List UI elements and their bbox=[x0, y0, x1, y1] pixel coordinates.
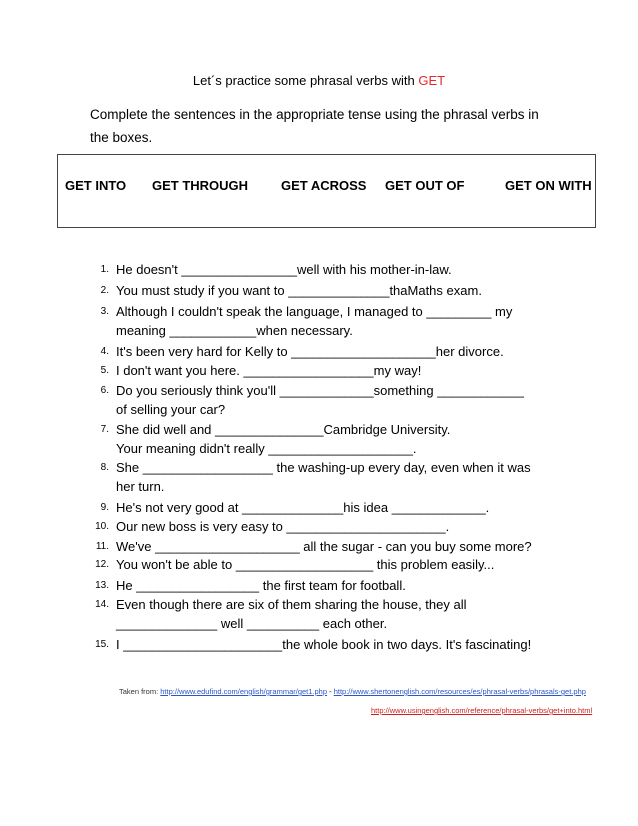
exercise-text: You won't be able to ___________________ this problem easily... bbox=[116, 557, 495, 572]
exercise-text: You must study if you want to ______________thaMaths exam. bbox=[116, 283, 482, 298]
exercise-number: 10. bbox=[95, 521, 109, 532]
exercise-number: 1. bbox=[100, 264, 109, 275]
exercise-number: 13. bbox=[95, 580, 109, 591]
exercise-number: 4. bbox=[100, 346, 109, 357]
title-prefix: Let´s practice some phrasal verbs with bbox=[192, 73, 419, 88]
exercise-number: 6. bbox=[100, 385, 109, 396]
exercise-text-continued: her turn. bbox=[116, 479, 165, 494]
exercise-number: 8. bbox=[100, 462, 109, 473]
exercise-text: Although I couldn't speak the language, I managed to _________ my bbox=[116, 304, 513, 319]
exercise-text: Our new boss is very easy to ______________________. bbox=[116, 519, 450, 534]
word-get-through: GET THROUGH bbox=[152, 178, 249, 193]
exercise-number: 12. bbox=[95, 559, 109, 570]
exercise-text-continued: of selling your car? bbox=[116, 402, 226, 417]
exercise-text: She did well and _______________Cambridge University. bbox=[116, 422, 451, 437]
exercise-text: He's not very good at ______________his idea _____________. bbox=[116, 500, 490, 515]
source-link-usingenglish[interactable]: http://www.usingenglish.com/reference/phrasal-verbs/get+into.html bbox=[371, 706, 593, 715]
exercise-number: 5. bbox=[100, 365, 109, 376]
exercise-number: 9. bbox=[100, 502, 109, 513]
exercise-number: 7. bbox=[100, 424, 109, 435]
exercise-number: 2. bbox=[100, 285, 109, 296]
exercise-text-continued: meaning ____________when necessary. bbox=[116, 323, 353, 338]
source-separator: - bbox=[327, 687, 334, 696]
exercise-text: We've ____________________ all the sugar - can you buy some more? bbox=[116, 539, 532, 554]
word-get-across: GET ACROSS bbox=[281, 178, 367, 193]
exercise-number: 15. bbox=[95, 639, 109, 650]
word-get-out-of: GET OUT OF bbox=[385, 178, 465, 193]
exercise-text: Even though there are six of them sharing the house, they all bbox=[116, 597, 467, 612]
exercise-text: He _________________ the first team for football. bbox=[116, 578, 406, 593]
exercise-text: He doesn't ________________well with his mother-in-law. bbox=[116, 262, 452, 277]
exercise-text: I don't want you here. __________________my way! bbox=[116, 363, 422, 378]
exercise-text-continued: ______________ well __________ each other. bbox=[116, 616, 388, 631]
exercise-text-continued: Your meaning didn't really ____________________. bbox=[116, 441, 417, 456]
exercise-text: It's been very hard for Kelly to ____________________her divorce. bbox=[116, 344, 504, 359]
word-get-into: GET INTO bbox=[65, 178, 127, 193]
source-link-edufind[interactable]: http://www.edufind.com/english/grammar/get1.php bbox=[160, 687, 328, 696]
exercise-number: 14. bbox=[95, 599, 109, 610]
exercise-text: She __________________ the washing-up every day, even when it was bbox=[116, 460, 531, 475]
phrasal-verb-box bbox=[57, 154, 596, 228]
exercise-text: Do you seriously think you'll _____________something ____________ bbox=[116, 383, 524, 398]
word-get-on-with: GET ON WITH bbox=[505, 178, 592, 193]
exercise-text: I ______________________the whole book in two days. It's fascinating! bbox=[116, 637, 532, 652]
exercise-number: 11. bbox=[95, 541, 109, 552]
title-highlight: GET bbox=[418, 73, 446, 88]
source-link-shertonenglish[interactable]: http://www.shertonenglish.com/resources/es/phrasal-verbs/phrasals-get.php bbox=[333, 687, 586, 696]
instructions: Complete the sentences in the appropriate tense using the phrasal verbs in the boxes. bbox=[90, 107, 539, 145]
source-label: Taken from: bbox=[119, 687, 161, 696]
page-title bbox=[0, 73, 638, 88]
exercise-number: 3. bbox=[100, 306, 109, 317]
